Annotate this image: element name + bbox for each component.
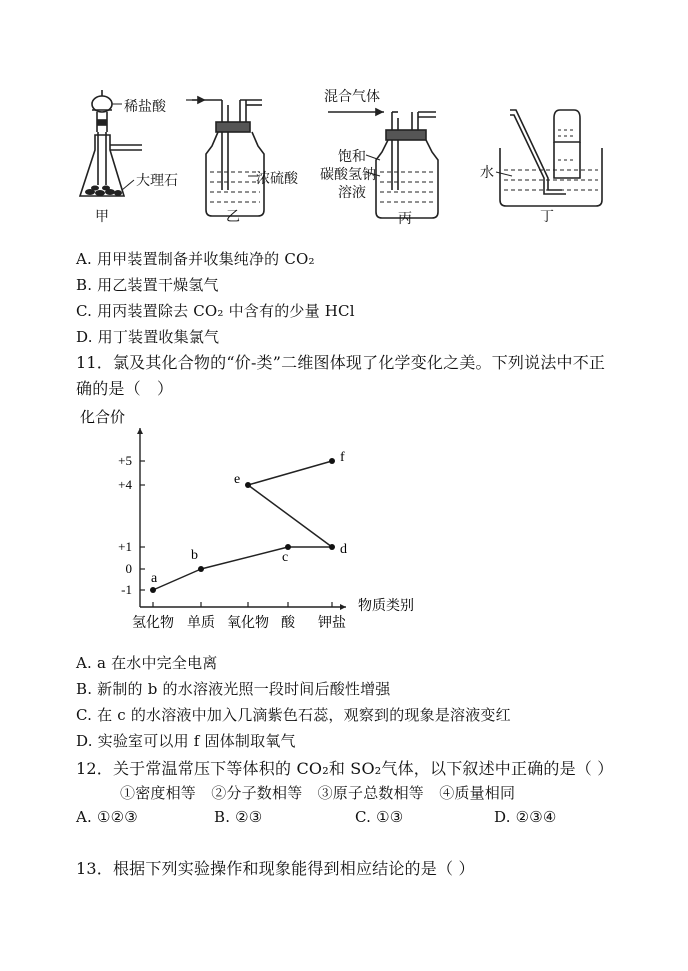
- point-label-f: f: [340, 450, 345, 465]
- q11-option-a: A. a 在水中完全电离: [76, 654, 218, 672]
- chart-svg: [70, 410, 430, 640]
- point-a: [150, 587, 156, 593]
- x-tick-label: 氢化物: [132, 615, 174, 631]
- y-tick-label: -1: [121, 582, 132, 597]
- q12-stem: 12．关于常温常压下等体积的 CO₂和 SO₂气体，以下叙述中正确的是（ ）: [76, 759, 614, 778]
- q12-option-c: C. ①③: [355, 808, 404, 826]
- label-water: 水: [480, 165, 494, 181]
- point-label-a: a: [151, 571, 158, 586]
- point-d: [329, 544, 335, 550]
- point-label-d: d: [340, 542, 347, 557]
- label-conc-h2so4: 浓硫酸: [256, 171, 298, 187]
- q11-stem-line1: 11．氯及其化合物的“价-类”二维图体现了化学变化之美。下列说法中不正: [76, 353, 606, 372]
- caption-ding: 丁: [540, 209, 554, 225]
- x-tick-label: 酸: [281, 615, 295, 631]
- q10-option-d: D. 用丁装置收集氯气: [76, 328, 220, 346]
- connection-line: [153, 569, 201, 590]
- point-b: [198, 566, 204, 572]
- q10-option-c: C. 用丙装置除去 CO₂ 中含有的少量 HCl: [76, 302, 355, 320]
- q13-stem: 13．根据下列实验操作和现象能得到相应结论的是（ ）: [76, 859, 475, 878]
- connection-line: [201, 547, 288, 569]
- label-saturated: 饱和: [338, 149, 366, 165]
- caption-yi: 乙: [226, 209, 240, 225]
- q12-option-a: A. ①②③: [76, 808, 138, 826]
- connection-line: [248, 485, 332, 547]
- x-tick-label: 单质: [187, 615, 215, 631]
- x-axis-label: 物质类别: [358, 598, 414, 614]
- label-nahco3: 碳酸氢钠: [320, 167, 376, 183]
- y-tick-label: +1: [118, 539, 132, 554]
- y-axis-arrow: [137, 428, 143, 434]
- x-tick-label: 钾盐: [318, 615, 346, 631]
- connection-line: [248, 461, 332, 485]
- apparatus-figure: [0, 0, 688, 240]
- y-tick-label: 0: [125, 561, 132, 576]
- y-tick-label: +5: [118, 453, 132, 468]
- caption-bing: 丙: [398, 211, 412, 227]
- q11-option-c: C. 在 c 的水溶液中加入几滴紫色石蕊，观察到的现象是溶液变红: [76, 706, 511, 724]
- caption-jia: 甲: [95, 209, 109, 225]
- q12-items: ①密度相等 ②分子数相等 ③原子总数相等 ④质量相同: [120, 784, 516, 802]
- valence-class-chart: [70, 410, 430, 640]
- point-e: [245, 482, 251, 488]
- point-label-b: b: [191, 548, 198, 563]
- apparatus-drawing: [0, 0, 688, 240]
- x-tick-label: 氧化物: [227, 615, 269, 631]
- q10-option-b: B. 用乙装置干燥氢气: [76, 276, 219, 294]
- q11-stem-line2: 确的是（ ）: [76, 379, 174, 398]
- x-axis-arrow: [340, 604, 346, 610]
- label-solution: 溶液: [338, 185, 366, 201]
- label-marble: 大理石: [136, 173, 178, 189]
- y-tick-label: +4: [118, 477, 132, 492]
- point-f: [329, 458, 335, 464]
- q10-option-a: A. 用甲装置制备并收集纯净的 CO₂: [76, 250, 315, 268]
- label-mixed-gas: 混合气体: [324, 89, 380, 105]
- label-dilute-hcl: 稀盐酸: [124, 99, 166, 115]
- q12-option-b: B. ②③: [214, 808, 263, 826]
- q12-option-d: D. ②③④: [494, 808, 557, 826]
- q11-option-b: B. 新制的 b 的水溶液光照一段时间后酸性增强: [76, 680, 391, 698]
- y-axis-label: 化合价: [80, 408, 126, 426]
- point-label-e: e: [234, 472, 241, 487]
- q11-option-d: D. 实验室可以用 f 固体制取氧气: [76, 732, 296, 750]
- point-label-c: c: [282, 550, 289, 565]
